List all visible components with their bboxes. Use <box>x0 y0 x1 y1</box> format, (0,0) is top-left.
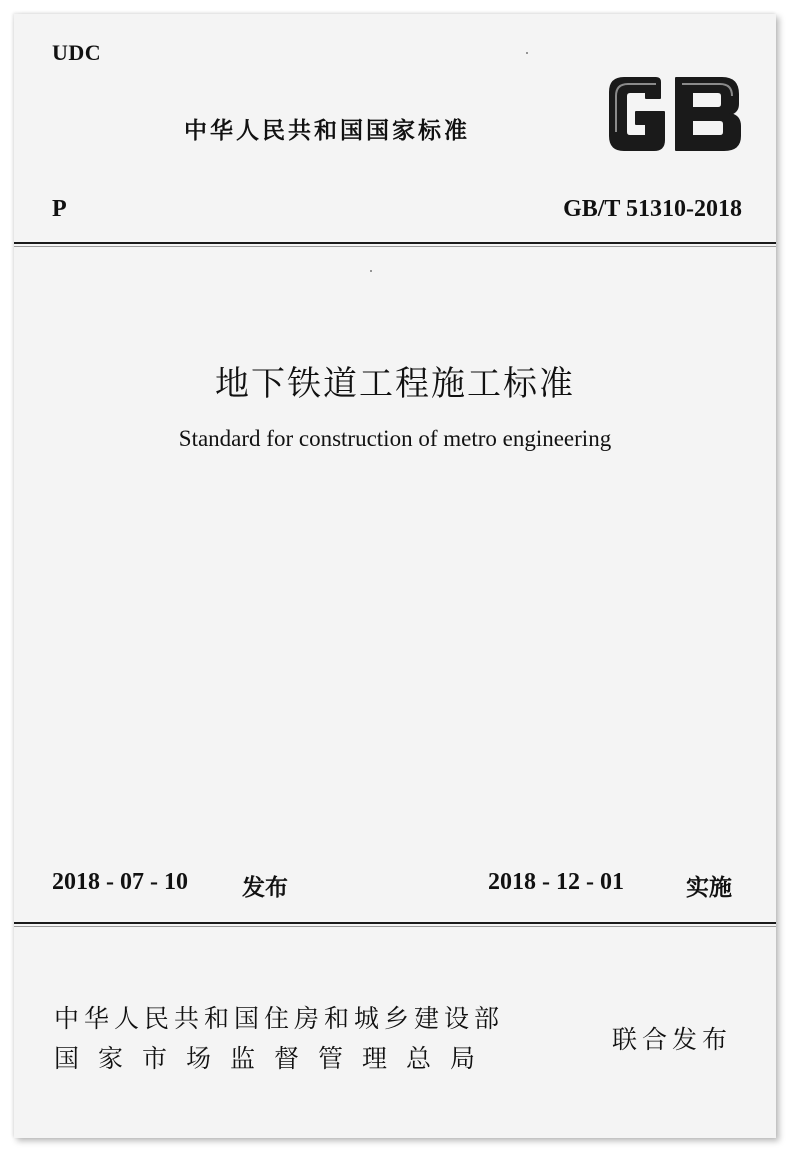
publisher-administration: 国家市场监督管理总局 <box>54 1044 495 1073</box>
issue-label: 发布 <box>242 875 288 901</box>
paper-speck <box>526 52 528 54</box>
title-english: Standard for construction of metro engineering <box>178 426 612 451</box>
category-code: P <box>52 196 67 222</box>
footer-divider-thin <box>14 926 776 927</box>
national-standard-heading: 中华人民共和国国家标准 <box>184 118 470 144</box>
footer-divider <box>14 922 776 924</box>
header-divider-thin <box>14 246 776 247</box>
standard-cover-page <box>14 14 776 1138</box>
issue-date: 2018 - 07 - 10 <box>52 869 188 895</box>
gb-logo <box>602 74 747 156</box>
title-chinese: 地下铁道工程施工标准 <box>215 364 575 404</box>
effective-date: 2018 - 12 - 01 <box>488 869 624 895</box>
joint-publication-label: 联合发布 <box>612 1025 733 1054</box>
effective-label: 实施 <box>686 875 732 901</box>
header-divider <box>14 242 776 244</box>
paper-speck <box>370 270 372 272</box>
publisher-ministry: 中华人民共和国住房和城乡建设部 <box>54 1004 505 1033</box>
udc-label: UDC <box>52 40 102 65</box>
standard-number: GB/T 51310-2018 <box>563 196 742 222</box>
